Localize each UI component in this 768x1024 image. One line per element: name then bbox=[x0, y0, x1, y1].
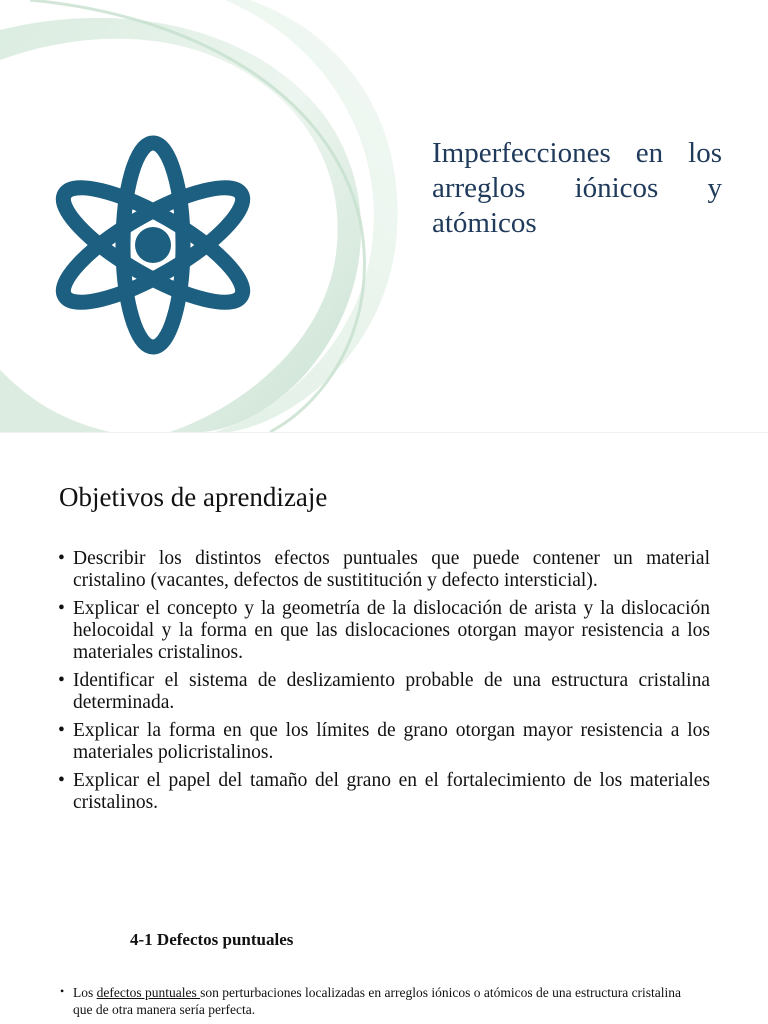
presentation-title: Imperfecciones en los arreglos iónicos y atómicos bbox=[432, 137, 722, 239]
point-defects-slide bbox=[0, 866, 768, 1024]
definition-term: defectos puntuales bbox=[96, 985, 201, 1000]
definition-prefix: Los bbox=[73, 985, 97, 1000]
bullet-icon: • bbox=[58, 598, 65, 619]
objective-text: Explicar el concepto y la geometría de la dislocación de arista y la dislocación helocoidal y la forma en que las dislocaciones otorgan mayor resistencia a los materiales cristalinos. bbox=[73, 598, 710, 663]
bullet-icon: • bbox=[58, 770, 65, 791]
section-title: 4-1 Defectos puntuales bbox=[130, 930, 294, 949]
objectives-heading: Objetivos de aprendizaje bbox=[59, 482, 328, 512]
bullet-icon: • bbox=[60, 984, 65, 998]
list-item bbox=[58, 598, 710, 664]
bullet-icon: • bbox=[58, 670, 65, 691]
objective-text: Explicar la forma en que los límites de grano otorgan mayor resistencia a los materiales policristalinos. bbox=[73, 720, 710, 763]
definition-paragraph bbox=[60, 984, 693, 1018]
bullet-icon: • bbox=[58, 548, 65, 569]
bullet-icon: • bbox=[58, 720, 65, 741]
objective-text: Describir los distintos efectos puntuales que puede contener un material cristalino (vacantes, defectos de sustititución y defecto intersticial). bbox=[73, 548, 710, 591]
objective-text: Identificar el sistema de deslizamiento probable de una estructura cristalina determinada. bbox=[73, 670, 710, 713]
list-item bbox=[58, 670, 710, 714]
objectives-slide bbox=[0, 433, 768, 865]
objective-text: Explicar el papel del tamaño del grano en el fortalecimiento de los materiales cristalinos. bbox=[73, 770, 710, 813]
list-item bbox=[58, 770, 710, 814]
list-item bbox=[58, 548, 710, 592]
atom-icon bbox=[48, 130, 258, 360]
definition-text: son perturbaciones localizadas en arreglos iónicos o atómicos de una estructura cristalina que de otra manera sería perfecta. bbox=[73, 985, 682, 1017]
title-slide bbox=[0, 0, 768, 432]
objectives-list bbox=[58, 548, 710, 820]
list-item bbox=[58, 720, 710, 764]
